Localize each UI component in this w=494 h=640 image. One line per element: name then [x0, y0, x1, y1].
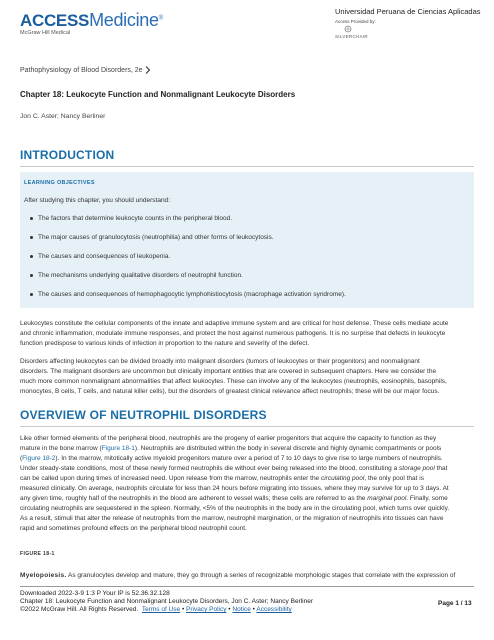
- overview-paragraph: [20, 434, 474, 534]
- text-line: [20, 444, 474, 454]
- text-segment: (: [20, 455, 23, 462]
- caption-text: As granulocytes develop and mature, they go through a series of recognizable morphologic stages that correlate with the expression of: [66, 572, 456, 579]
- text-line: Leukocytes constitute the cellular components of the innate and adaptive immune system and are critical for host defense. These cells mediate acute: [20, 320, 449, 327]
- learning-objectives-box: [20, 172, 474, 308]
- learning-objectives-list: [30, 215, 470, 310]
- text-line: Disorders affecting leukocytes can be divided broadly into malignant disorders (tumors of leukocytes or their progenitors) and nonmalignant: [20, 358, 420, 365]
- text-line: measured clinically. On average, neutrophils circulate for less than 24 hours before migrating into tissues, where they may survive for up to 3 days. At: [20, 485, 449, 492]
- accessibility-link[interactable]: Accessibility: [256, 606, 292, 613]
- intro-paragraph-2: [20, 357, 474, 397]
- separator: •: [250, 606, 257, 613]
- chapter-title: Chapter 18: Leukocyte Function and Nonmalignant Leukocyte Disorders: [20, 90, 296, 99]
- section-divider: [20, 426, 474, 427]
- figure-18-1-link[interactable]: Figure 18-1: [101, 445, 135, 452]
- terms-link[interactable]: Terms of Use: [141, 606, 181, 613]
- text-segment: that: [434, 465, 448, 472]
- page-number: Page 1 / 13: [438, 600, 472, 607]
- provider-name: SILVERCHAIR: [335, 34, 368, 39]
- storage-pool-term: storage pool: [399, 465, 435, 472]
- logo-medicine-text: Medicine: [89, 10, 159, 30]
- text-line: [20, 454, 474, 464]
- text-line: [20, 494, 474, 504]
- figure-18-2-link[interactable]: Figure 18-2: [22, 455, 56, 462]
- chapter-authors: Jon C. Aster; Nancy Berliner: [20, 113, 106, 120]
- text-segment: , the only pool that is: [364, 475, 424, 482]
- objective-item: The mechanisms underlying qualitative disorders of neutrophil function.: [30, 272, 470, 291]
- text-segment: Under steady-state conditions, most of these newly formed neutrophils die without ever being released into the blood, constituting a: [20, 465, 400, 472]
- separator: •: [180, 606, 187, 613]
- breadcrumb-book-title[interactable]: Pathophysiology of Blood Disorders, 2e: [20, 66, 143, 74]
- caption-title: Myelopoiesis.: [20, 572, 67, 579]
- objective-item: The major causes of granulocytosis (neutrophilia) and other forms of leukocytosis.: [30, 234, 470, 253]
- breadcrumb[interactable]: [20, 66, 151, 74]
- marginal-pool-term: marginal pool: [367, 495, 407, 502]
- accessmedicine-logo[interactable]: [20, 10, 163, 31]
- text-line: disorders. The malignant disorders are uncommon but clinically important entities that are covered in subsequent chapters. Here we consider the: [20, 368, 437, 375]
- text-segment: can be called upon during times of increased need. Upon release from the marrow, neutrophils enter the: [20, 475, 321, 482]
- text-line: monocytes, B cells, T cells, and natural killer cells), but the disorders of greatest clinical relevance affect neutrophils; these will be our major focus.: [20, 388, 440, 395]
- citation: Chapter 18: Leukocyte Function and Nonmalignant Leukocyte Disorders, Jon C. Aster; Nancy Berliner: [20, 598, 314, 605]
- text-line: [20, 474, 474, 484]
- objective-item: The causes and consequences of leukopenia.: [30, 253, 470, 272]
- privacy-link[interactable]: Privacy Policy: [186, 606, 227, 613]
- text-line: As a result, stimuli that alter the release of neutrophils from the marrow, neutrophil margination, or the migration of neutrophils into tissues can have: [20, 515, 444, 522]
- objective-item: The causes and consequences of hemophagocytic lymphohistiocytosis (macrophage activation syndrome).: [30, 291, 470, 310]
- text-segment: . Finally, some: [406, 495, 448, 502]
- section-divider: [20, 166, 474, 167]
- text-line: and chronic inflammation, modulate immune responses, and protect the host against numerous pathogens. It is no surprise that defects in leukocyte: [20, 330, 446, 337]
- text-line: [20, 464, 474, 474]
- logo-subtitle: McGraw Hill Medical: [20, 30, 71, 36]
- learning-objectives-intro: After studying this chapter, you should understand:: [24, 197, 170, 204]
- introduction-heading: INTRODUCTION: [20, 148, 115, 162]
- access-provided-label: Access Provided by:: [335, 19, 376, 24]
- neutrophil-disorders-heading: OVERVIEW OF NEUTROPHIL DISORDERS: [20, 408, 267, 422]
- download-info: Downloaded 2022-3-9 1:3 P Your IP is 52.36.32.128: [20, 590, 170, 597]
- text-segment: ). Neutrophils are distributed within the body in several discrete and highly dynamic compartments or pools: [134, 445, 442, 452]
- text-segment: mature in the bone marrow (: [20, 445, 102, 452]
- text-segment: any given time, roughly half of the neutrophils in the blood are adherent to vessel walls; these cells are referred to as the: [20, 495, 368, 502]
- copyright-text: ©2022 McGraw Hill. All Rights Reserved.: [20, 606, 139, 613]
- footer-divider: [20, 586, 474, 587]
- institution-name: Universidad Peruana de Ciencias Aplicadas: [335, 7, 481, 16]
- text-line: Like other formed elements of the peripheral blood, neutrophils are the progeny of earlier progenitors that acquire the capacity to function as they: [20, 435, 437, 442]
- text-line: much more common nonmalignant abnormalities that affect leukocytes. These can involve any of the leukocytes (neutrophils, eosinophils, basophils,: [20, 378, 447, 385]
- figure-label: FIGURE 18-1: [20, 551, 55, 557]
- notice-link[interactable]: Notice: [232, 606, 251, 613]
- circulating-pool-term: circulating pool: [320, 475, 365, 482]
- logo-access-text: ACCESS: [20, 11, 90, 30]
- figure-caption: [20, 572, 455, 579]
- page-footer: [20, 590, 474, 614]
- learning-objectives-label: LEARNING OBJECTIVES: [24, 180, 95, 186]
- text-line: rapid and sometimes profound effects on the peripheral blood neutrophil count.: [20, 525, 247, 532]
- chevron-right-icon: [145, 66, 151, 74]
- site-header: [0, 0, 494, 46]
- objective-item: The factors that determine leukocyte counts in the peripheral blood.: [30, 215, 470, 234]
- silverchair-logo-icon: [344, 25, 352, 33]
- intro-paragraph-1: [20, 319, 474, 349]
- text-segment: ). In the marrow, mitotically active myeloid progenitors mature over a period of 7 to 10 days to give rise to large numbers of neutrophils.: [55, 455, 443, 462]
- logo-registered-mark: ®: [158, 15, 163, 22]
- separator: •: [226, 606, 233, 613]
- text-line: circulating neutrophils are sequestered in the spleen. Normally, <5% of the neutrophils in the body are in the circulating pool, which turns over quickly.: [20, 505, 450, 512]
- footer-links-line: [20, 606, 474, 614]
- text-line: function predispose to various kinds of infection in proportion to the nature and severity of the defect.: [20, 340, 310, 347]
